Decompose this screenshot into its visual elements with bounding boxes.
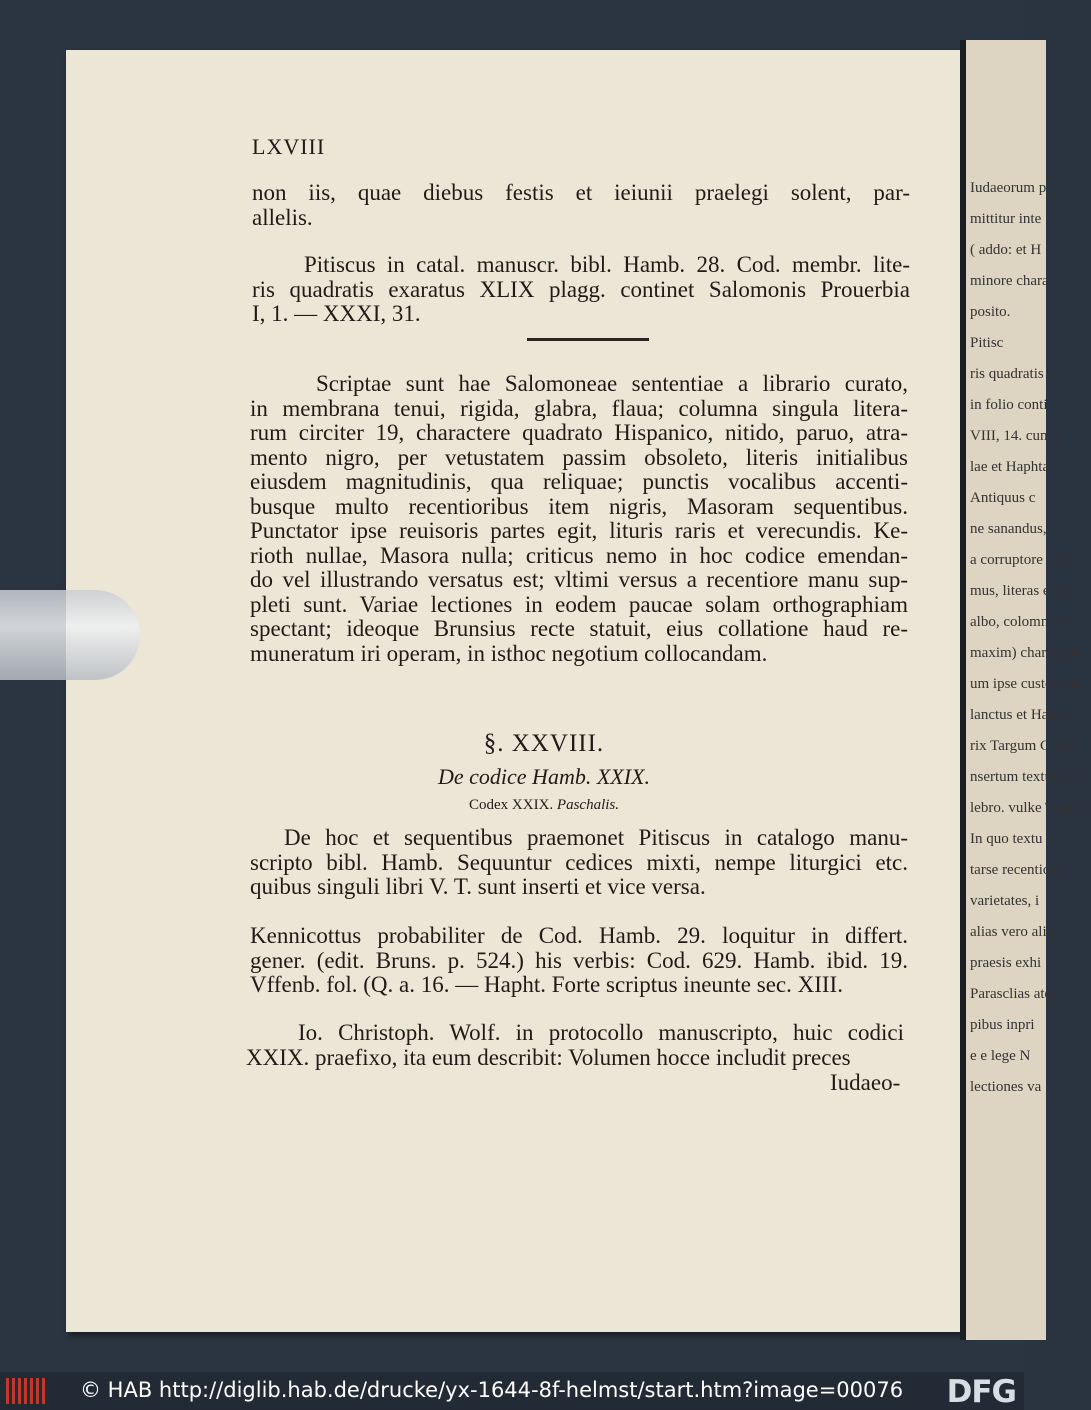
source-link[interactable]: © HAB http://diglib.hab.de/drucke/yx-1644-8f-helmst/start.htm?image=00076 — [80, 1378, 904, 1402]
text-line: scripto bibl. Hamb. Sequuntur cedices mixti, nempe liturgici etc. — [250, 849, 908, 875]
facing-page-fragment: In quo textu — [970, 831, 1043, 847]
text-line: De hoc et sequentibus praemonet Pitiscus in catalogo manu- — [284, 825, 908, 850]
facing-page-fragment: mittitur inte — [970, 211, 1042, 227]
facing-page-fragment: pibus inpri — [970, 1017, 1035, 1033]
text-line: Punctator ipse reuisoris partes egit, lituris raris et verecundis. Ke- — [250, 518, 908, 543]
facing-page-fragment: mus, literas exara — [970, 583, 1076, 599]
facing-page-fragment: um ipse custodem — [970, 676, 1079, 692]
facing-page-fragment: a corruptore antic — [970, 552, 1076, 568]
facing-page-fragment: lae et Haphta — [970, 459, 1050, 475]
text-line: in membrana tenui, rigida, glabra, flaua; columna singula litera- — [250, 395, 908, 421]
facing-page-fragment: in folio conti — [970, 397, 1048, 413]
text-line: rioth nullae, Masora nulla; criticus nemo in hoc codice emendan- — [250, 542, 908, 568]
facing-page-fragment: minore chara — [970, 273, 1049, 289]
text-line: gener. (edit. Bruns. p. 524.) his verbis: Cod. 629. Hamb. ibid. 19. — [250, 947, 908, 973]
facing-page-fragment: Iudaeorum p — [970, 180, 1047, 196]
facing-page-fragment: varietates, i — [970, 893, 1040, 909]
section-heading: §. XXVIII. — [483, 730, 605, 757]
text-line: Vffenb. fol. (Q. a. 16. — Hapht. Forte scriptus ineunte sec. XIII. — [250, 972, 843, 997]
facing-page-fragment: rix Targum Chalda — [970, 738, 1083, 754]
book-page — [66, 50, 966, 1332]
catchword: Iudaeo- — [830, 1070, 901, 1095]
text-line: quibus singuli libri V. T. sunt inserti et vice versa. — [250, 874, 706, 899]
text-line: busque multo recentioribus item nigris, Masoram sequentibus. — [250, 493, 908, 519]
section-divider — [527, 338, 649, 341]
facing-page-fragment: lanctus et Hapha — [970, 707, 1070, 723]
facing-page-fragment: Antiquus c — [970, 490, 1036, 506]
facing-page-fragment: praesis exhi — [970, 955, 1042, 971]
facing-page-fragment: ( addo: et H — [970, 242, 1042, 258]
codex-line — [180, 797, 908, 814]
facing-page-fragment: lebro. vulke Targum — [970, 800, 1091, 816]
text-line: spectant; ideoque Brunsius recte statuit, eius collatione haud re- — [250, 616, 908, 641]
text-line: non iis, quae diebus festis et ieiunii praelegi solent, par- — [252, 180, 910, 205]
facing-page-fragment: posito. — [970, 304, 1011, 320]
paragraph-3 — [250, 372, 908, 666]
text-line: mento nigro, per vetustatem passim obsoleto, literis initialibus — [250, 444, 908, 470]
paragraph-5 — [250, 924, 908, 998]
facing-page-fragment: VIII, 14. cum p — [970, 428, 1063, 444]
text-line: rum circiter 19, charactere quadrato Hispanico, nitido, paruo, atra- — [250, 420, 908, 445]
paragraph-4 — [250, 826, 908, 900]
facing-page-edge — [960, 40, 1091, 1340]
facing-page-fragment: maxim) charactere — [970, 645, 1083, 661]
footer-bar — [0, 1372, 1024, 1410]
text-line: Scriptae sunt hae Salomoneae sententiae a librario curato, — [316, 371, 908, 396]
text-line: do vel illustrando versatus est; vltimi versus a recentiore manu sup- — [250, 567, 908, 592]
facing-page-fragment: e e lege N — [970, 1048, 1031, 1064]
text-line: Kennicottus probabiliter de Cod. Hamb. 29. loquitur in differt. — [250, 923, 908, 948]
dfg-logo: DFG — [946, 1374, 1016, 1410]
text-line: I, 1. — XXXI, 31. — [252, 301, 421, 326]
facing-page-fragment: Parasclias atqu — [970, 986, 1060, 1002]
facing-page-fragment: ne sanandus, ( — [970, 521, 1056, 537]
facing-page-fragment: nsertum textum H — [970, 769, 1079, 785]
paragraph-6 — [246, 1021, 904, 1070]
facing-page-fragment: lectiones va — [970, 1079, 1042, 1095]
section-subtitle: De codice Hamb. XXIX. — [438, 764, 650, 789]
text-line: pleti sunt. Variae lectiones in eodem paucae solam orthographiam — [250, 591, 908, 617]
codex-label: Codex XXIX. — [469, 797, 554, 813]
facing-page-fragment: alias vero aliqu — [970, 924, 1062, 940]
facing-page-fragment: tarse recentiore — [970, 862, 1063, 878]
text-line: Pitiscus in catal. manuscr. bibl. Hamb. 28. Cod. membr. lite- — [304, 252, 910, 277]
text-line: XXIX. praefixo, ita eum describit: Volumen hocce includit preces — [246, 1044, 851, 1070]
text-line: eiusdem magnitudinis, qua reliquae; punctis vocalibus accenti- — [250, 469, 908, 494]
text-line: muneratum iri operam, in isthoc negotium collocandam. — [250, 640, 768, 666]
facing-page-fragment: ris quadratis — [970, 366, 1044, 382]
text-line: Io. Christoph. Wolf. in protocollo manuscripto, huic codici — [298, 1020, 904, 1045]
page-clip — [0, 590, 140, 680]
text-line: allelis. — [252, 204, 313, 230]
paragraph-1 — [252, 181, 910, 230]
facing-page-fragment: albo, colomnis bin — [970, 614, 1082, 630]
text-line: ris quadratis exaratus XLIX plagg. continet Salomonis Prouerbia — [252, 276, 910, 302]
page-number: LXVIII — [252, 134, 326, 159]
paragraph-2 — [252, 253, 910, 327]
barcode-icon — [6, 1378, 46, 1404]
codex-name: Paschalis. — [556, 797, 619, 813]
facing-page-fragment: Pitisc — [970, 335, 1004, 351]
